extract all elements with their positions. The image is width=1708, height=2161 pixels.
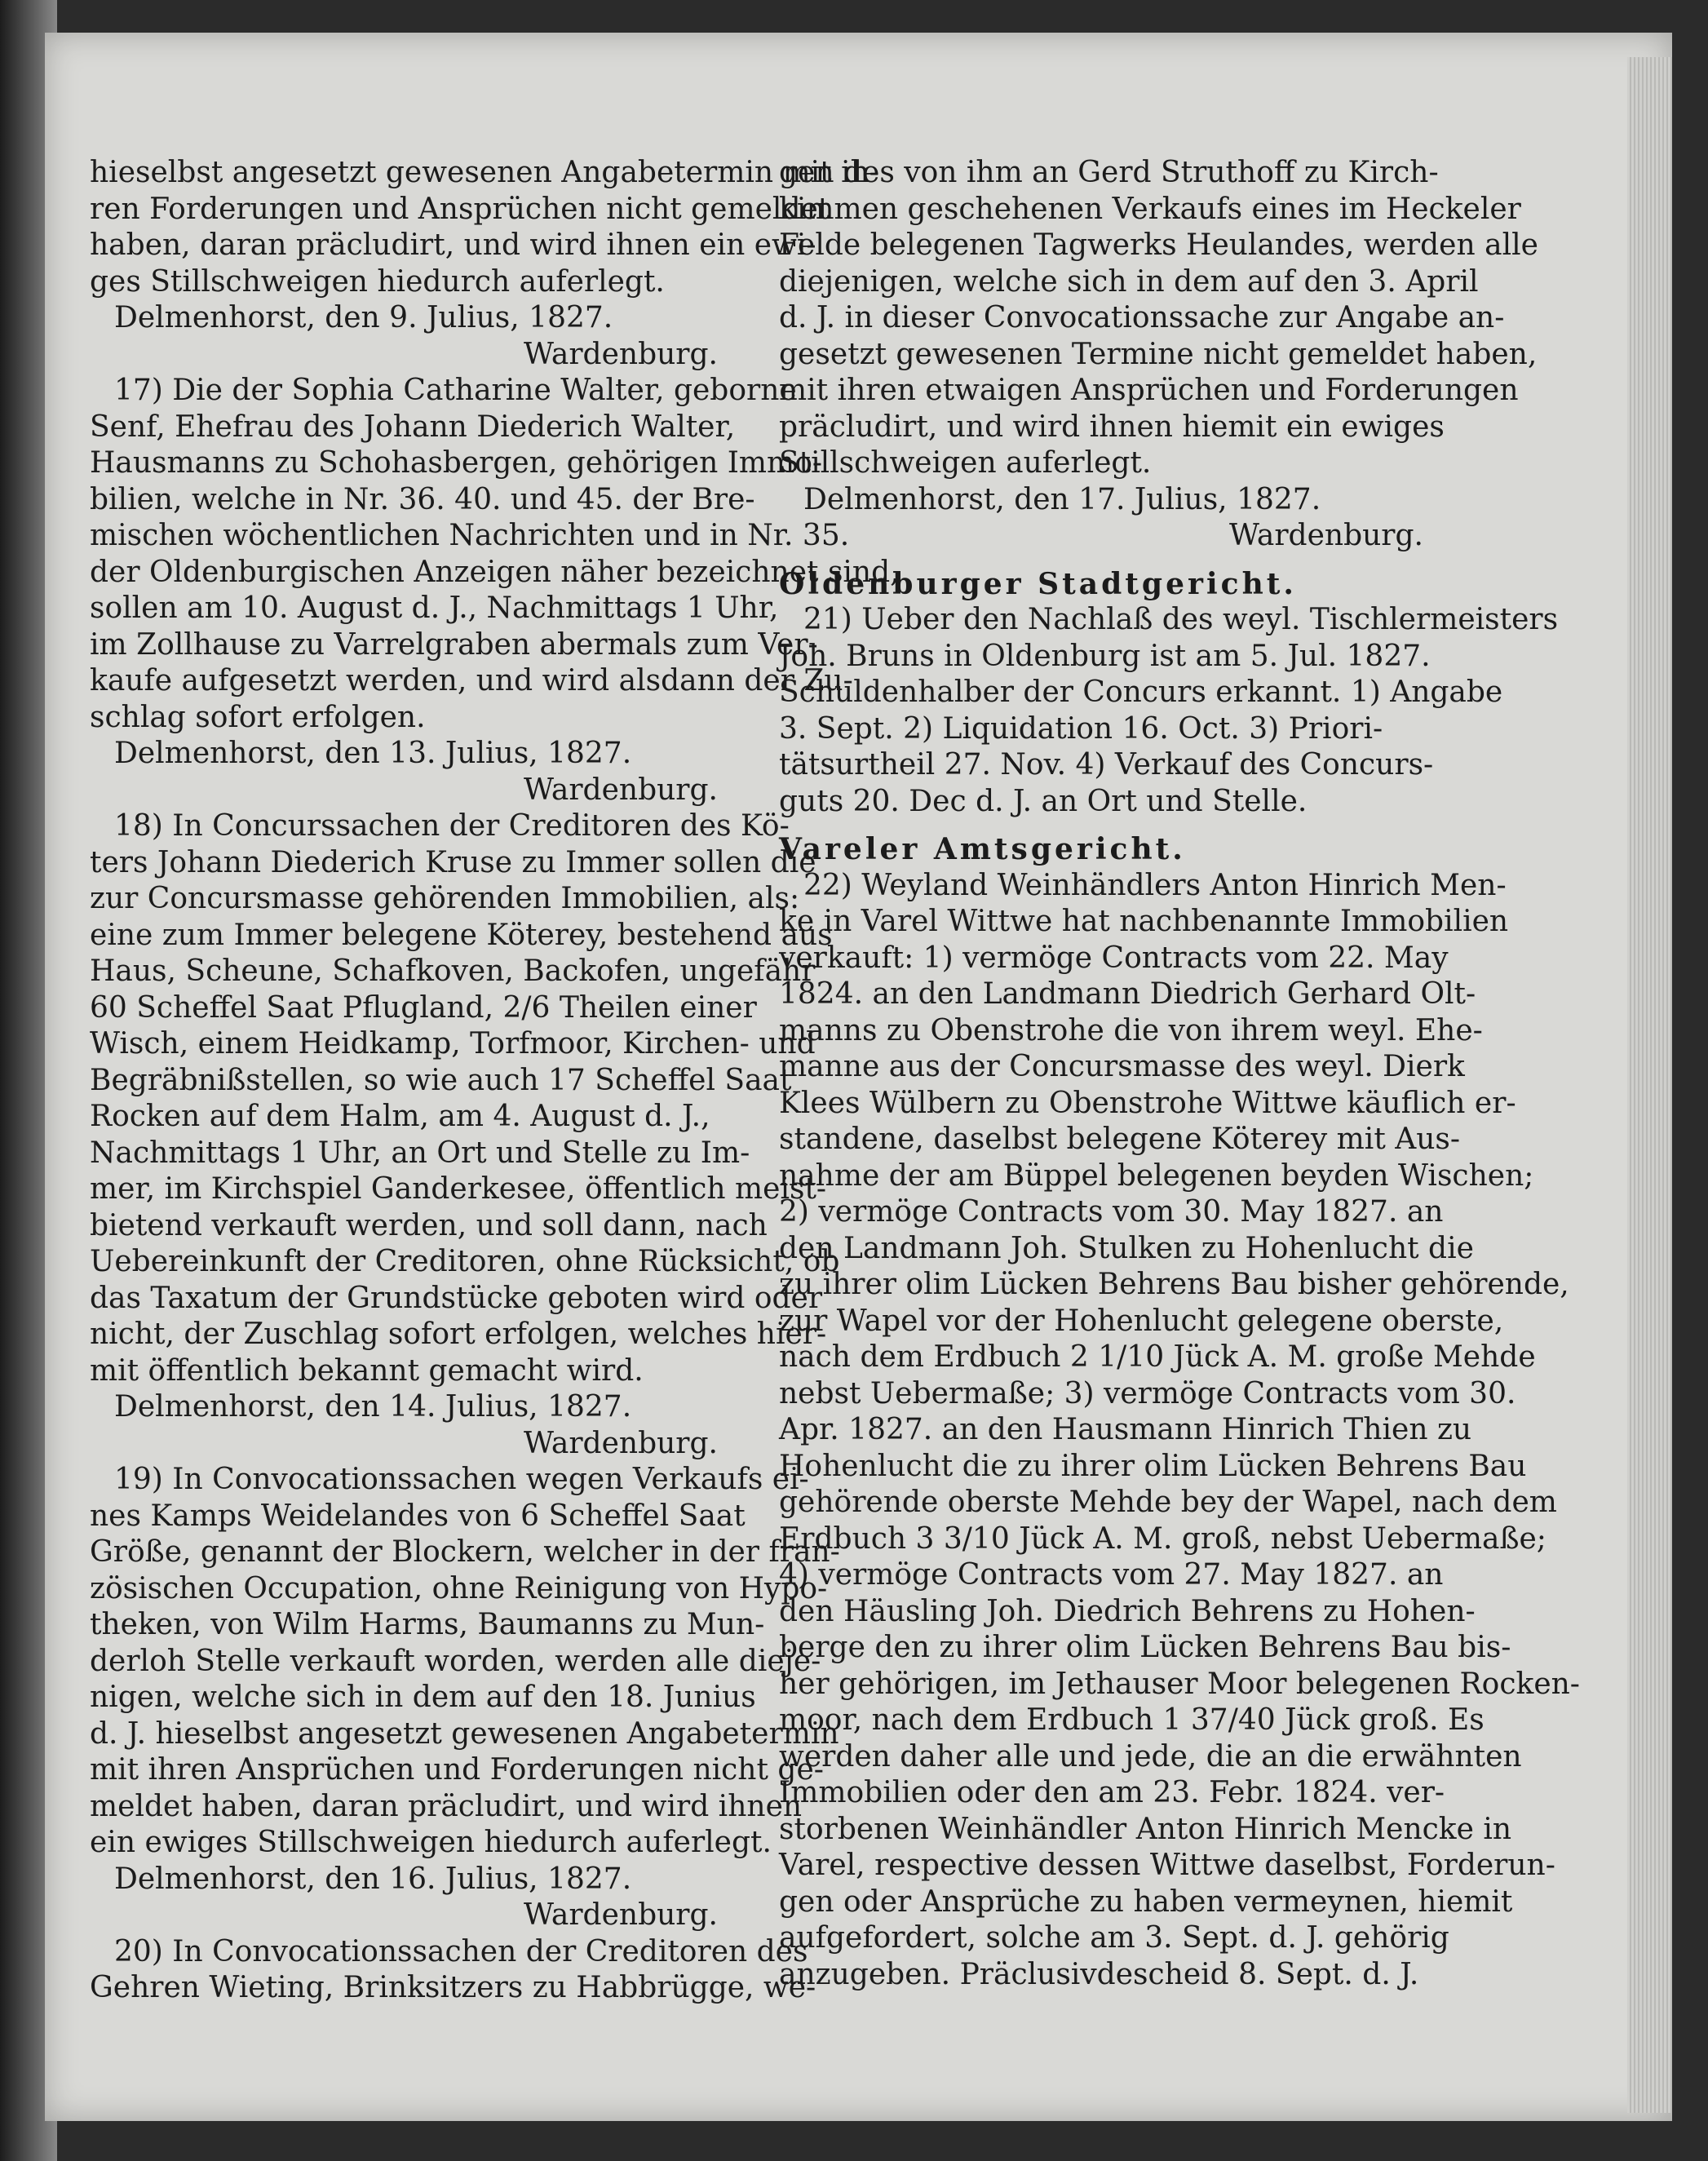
text-line: 21) Ueber den Nachlaß des weyl. Tischlermeisters xyxy=(803,603,1559,636)
text-line: werden daher alle und jede, die an die erwähnten xyxy=(779,1739,1522,1774)
text-line: das Taxatum der Grundstücke geboten wird oder xyxy=(90,1281,823,1315)
left-column xyxy=(90,155,900,2007)
text-line: manns zu Obenstrohe die von ihrem weyl. Ehe- xyxy=(779,1013,1483,1047)
text-line: den Häusling Joh. Diedrich Behrens zu Hohen- xyxy=(779,1594,1476,1628)
text-line: d. J. hieselbst angesetzt gewesenen Angabetermin xyxy=(90,1716,839,1751)
text-line: Joh. Bruns in Oldenburg ist am 5. Jul. 1827. xyxy=(779,639,1431,673)
signature-line: Wardenburg. xyxy=(1228,519,1423,552)
text-line: anzugeben. Präclusivdescheid 8. Sept. d. J. xyxy=(779,1957,1419,1991)
text-line: Wisch, einem Heidkamp, Torfmoor, Kirchen- und xyxy=(90,1027,816,1061)
signature-line: Wardenburg. xyxy=(523,337,718,371)
text-line: storbenen Weinhändler Anton Hinrich Mencke in xyxy=(779,1812,1512,1846)
text-line: Rocken auf dem Halm, am 4. August d. J., xyxy=(90,1100,710,1133)
text-line: 22) Weyland Weinhändlers Anton Hinrich Men- xyxy=(803,868,1507,902)
text-line: d. J. in dieser Convocationssache zur Angabe an- xyxy=(779,301,1505,334)
text-line: Delmenhorst, den 16. Julius, 1827. xyxy=(114,1862,632,1896)
book-page xyxy=(45,33,1672,2121)
text-line: mit öffentlich bekannt gemacht wird. xyxy=(90,1353,644,1388)
text-line: Delmenhorst, den 13. Julius, 1827. xyxy=(114,737,632,770)
text-line: 4) vermöge Contracts vom 27. May 1827. an xyxy=(779,1558,1444,1592)
text-line: ges Stillschweigen hiedurch auferlegt. xyxy=(90,264,665,299)
text-line: derloh Stelle verkauft worden, werden alle dieje- xyxy=(90,1644,821,1678)
text-line: Nachmittags 1 Uhr, an Ort und Stelle zu Im- xyxy=(90,1136,750,1170)
text-line: gesetzt gewesenen Termine nicht gemeldet haben, xyxy=(779,337,1538,371)
text-line: nahme der am Büppel belegenen beyden Wischen; xyxy=(779,1158,1534,1193)
text-line: Felde belegenen Tagwerks Heulandes, werden alle xyxy=(779,228,1538,262)
signature-line: Wardenburg. xyxy=(523,773,718,807)
text-line: der Oldenburgischen Anzeigen näher bezeichnet sind, xyxy=(90,555,900,589)
text-line: eine zum Immer belegene Köterey, bestehend aus xyxy=(90,918,833,952)
signature-line: Wardenburg. xyxy=(523,1898,718,1932)
text-line: Größe, genannt der Blockern, welcher in der fran- xyxy=(90,1535,840,1569)
text-line: gen des von ihm an Gerd Struthoff zu Kirch- xyxy=(779,156,1439,189)
text-line: nebst Uebermaße; 3) vermöge Contracts vom 30. xyxy=(779,1376,1516,1410)
text-line: guts 20. Dec d. J. an Ort und Stelle. xyxy=(779,784,1308,818)
text-line: den Landmann Joh. Stulken zu Hohenlucht die xyxy=(779,1231,1474,1265)
text-line: bietend verkauft werden, und soll dann, nach xyxy=(90,1208,768,1242)
text-line: ein ewiges Stillschweigen hiedurch auferlegt. xyxy=(90,1826,772,1859)
text-line: Senf, Ehefrau des Johann Diederich Walter, xyxy=(90,410,736,444)
text-line: Gehren Wieting, Brinksitzers zu Habbrügge, we- xyxy=(90,1971,816,2004)
text-line: zu ihrer olim Lücken Behrens Bau bisher gehörende, xyxy=(779,1268,1569,1301)
section-heading: Oldenburger Stadtgericht. xyxy=(779,566,1297,601)
text-line: nigen, welche sich in dem auf den 18. Junius xyxy=(90,1681,756,1714)
text-line: Uebereinkunft der Creditoren, ohne Rücksicht, ob xyxy=(90,1245,840,1278)
text-line: Stillschweigen auferlegt. xyxy=(779,446,1152,480)
text-line: Klees Wülbern zu Obenstrohe Wittwe käuflich er- xyxy=(779,1086,1516,1120)
signature-line: Wardenburg. xyxy=(523,1426,718,1460)
text-line: Delmenhorst, den 14. Julius, 1827. xyxy=(114,1390,632,1424)
text-line: Immobilien oder den am 23. Febr. 1824. ver- xyxy=(779,1776,1445,1809)
text-line: diejenigen, welche sich in dem auf den 3. April xyxy=(779,264,1479,299)
text-line: nicht, der Zuschlag sofort erfolgen, welches hier- xyxy=(90,1317,827,1351)
text-line: gen oder Ansprüche zu haben vermeynen, hiemit xyxy=(779,1884,1513,1919)
text-line: theken, von Wilm Harms, Baumanns zu Mun- xyxy=(90,1608,765,1641)
text-line: 20) In Convocationssachen der Creditoren des xyxy=(114,1934,808,1968)
text-line: mit ihren Ansprüchen und Forderungen nicht ge- xyxy=(90,1753,824,1787)
text-line: aufgefordert, solche am 3. Sept. d. J. gehörig xyxy=(779,1921,1449,1955)
text-line: 60 Scheffel Saat Pflugland, 2/6 Theilen einer xyxy=(90,990,757,1025)
text-line: bilien, welche in Nr. 36. 40. und 45. der Bre- xyxy=(90,482,755,516)
text-line: tätsurtheil 27. Nov. 4) Verkauf des Concurs- xyxy=(779,748,1434,782)
text-line: mer, im Kirchspiel Ganderkesee, öffentlich meist- xyxy=(90,1172,827,1206)
text-line: zur Wapel vor der Hohenlucht gelegene oberste, xyxy=(779,1304,1504,1338)
text-line: nes Kamps Weidelandes von 6 Scheffel Saat xyxy=(90,1499,746,1533)
text-line: kaufe aufgesetzt werden, und wird alsdann der Zu- xyxy=(90,664,853,697)
text-line: im Zollhause zu Varrelgraben abermals zum Ver- xyxy=(90,627,818,662)
text-line: moor, nach dem Erdbuch 1 37/40 Jück groß. Es xyxy=(779,1703,1485,1737)
text-line: Apr. 1827. an den Hausmann Hinrich Thien zu xyxy=(779,1413,1472,1446)
text-line: meldet haben, daran präcludirt, und wird ihnen xyxy=(90,1789,803,1823)
text-line: ters Johann Diederich Kruse zu Immer sollen die xyxy=(90,845,816,879)
text-line: ren Forderungen und Ansprüchen nicht gemeldet xyxy=(90,192,830,226)
text-line: mit ihren etwaigen Ansprüchen und Forderungen xyxy=(779,374,1519,407)
text-line: Haus, Scheune, Schafkoven, Backofen, ungefähr xyxy=(90,954,816,988)
text-line: Hohenlucht die zu ihrer olim Lücken Behrens Bau xyxy=(779,1449,1527,1483)
text-line: präcludirt, und wird ihnen hiemit ein ewiges xyxy=(779,410,1445,444)
text-line: standene, daselbst belegene Köterey mit Aus- xyxy=(779,1123,1461,1156)
text-line: 2) vermöge Contracts vom 30. May 1827. an xyxy=(779,1195,1444,1229)
text-line: haben, daran präcludirt, und wird ihnen ein ewi- xyxy=(90,228,816,262)
text-line: ke in Varel Wittwe hat nachbenannte Immobilien xyxy=(779,905,1509,938)
text-line: zur Concursmasse gehörenden Immobilien, als: xyxy=(90,882,800,915)
text-line: Schuldenhalber der Concurs erkannt. 1) Angabe xyxy=(779,675,1503,709)
text-line: mischen wöchentlichen Nachrichten und in Nr. 35. xyxy=(90,519,850,552)
text-line: 1824. an den Landmann Diedrich Gerhard Olt- xyxy=(779,977,1476,1011)
text-line: 17) Die der Sophia Catharine Walter, geborne xyxy=(114,374,797,407)
section-heading: Vareler Amtsgericht. xyxy=(779,832,1186,866)
text-line: Varel, respective dessen Wittwe daselbst, Forderun- xyxy=(779,1849,1555,1882)
text-line: zösischen Occupation, ohne Reinigung von Hypo- xyxy=(90,1571,828,1605)
right-column xyxy=(779,155,1580,1993)
text-line: gehörende oberste Mehde bey der Wapel, nach dem xyxy=(779,1486,1557,1519)
text-line: Erdbuch 3 3/10 Jück A. M. groß, nebst Uebermaße; xyxy=(779,1521,1546,1556)
text-line: berge den zu ihrer olim Lücken Behrens Bau bis- xyxy=(779,1631,1511,1664)
text-line: schlag sofort erfolgen. xyxy=(90,700,426,734)
text-line: hieselbst angesetzt gewesenen Angabetermin mit ih- xyxy=(90,156,879,189)
text-line: kimmen geschehenen Verkaufs eines im Heckeler xyxy=(779,192,1521,226)
text-line: 19) In Convocationssachen wegen Verkaufs ei- xyxy=(114,1463,809,1496)
text-line: 18) In Concurssachen der Creditoren des Kö- xyxy=(114,809,790,843)
text-line: Delmenhorst, den 9. Julius, 1827. xyxy=(114,301,613,334)
text-line: verkauft: 1) vermöge Contracts vom 22. May xyxy=(779,941,1449,975)
text-line: manne aus der Concursmasse des weyl. Dierk xyxy=(779,1050,1465,1083)
text-line: sollen am 10. August d. J., Nachmittags 1 Uhr, xyxy=(90,591,779,625)
text-line: Hausmanns zu Schohasbergen, gehörigen Immo- xyxy=(90,446,823,480)
page-edge xyxy=(1627,57,1672,2113)
text-line: Begräbnißstellen, so wie auch 17 Scheffel Saat xyxy=(90,1063,792,1097)
text-line: Delmenhorst, den 17. Julius, 1827. xyxy=(803,482,1321,516)
text-line: her gehörigen, im Jethauser Moor belegenen Rocken- xyxy=(779,1667,1580,1701)
text-line: nach dem Erdbuch 2 1/10 Jück A. M. große Mehde xyxy=(779,1340,1536,1374)
text-line: 3. Sept. 2) Liquidation 16. Oct. 3) Priori- xyxy=(779,711,1383,746)
